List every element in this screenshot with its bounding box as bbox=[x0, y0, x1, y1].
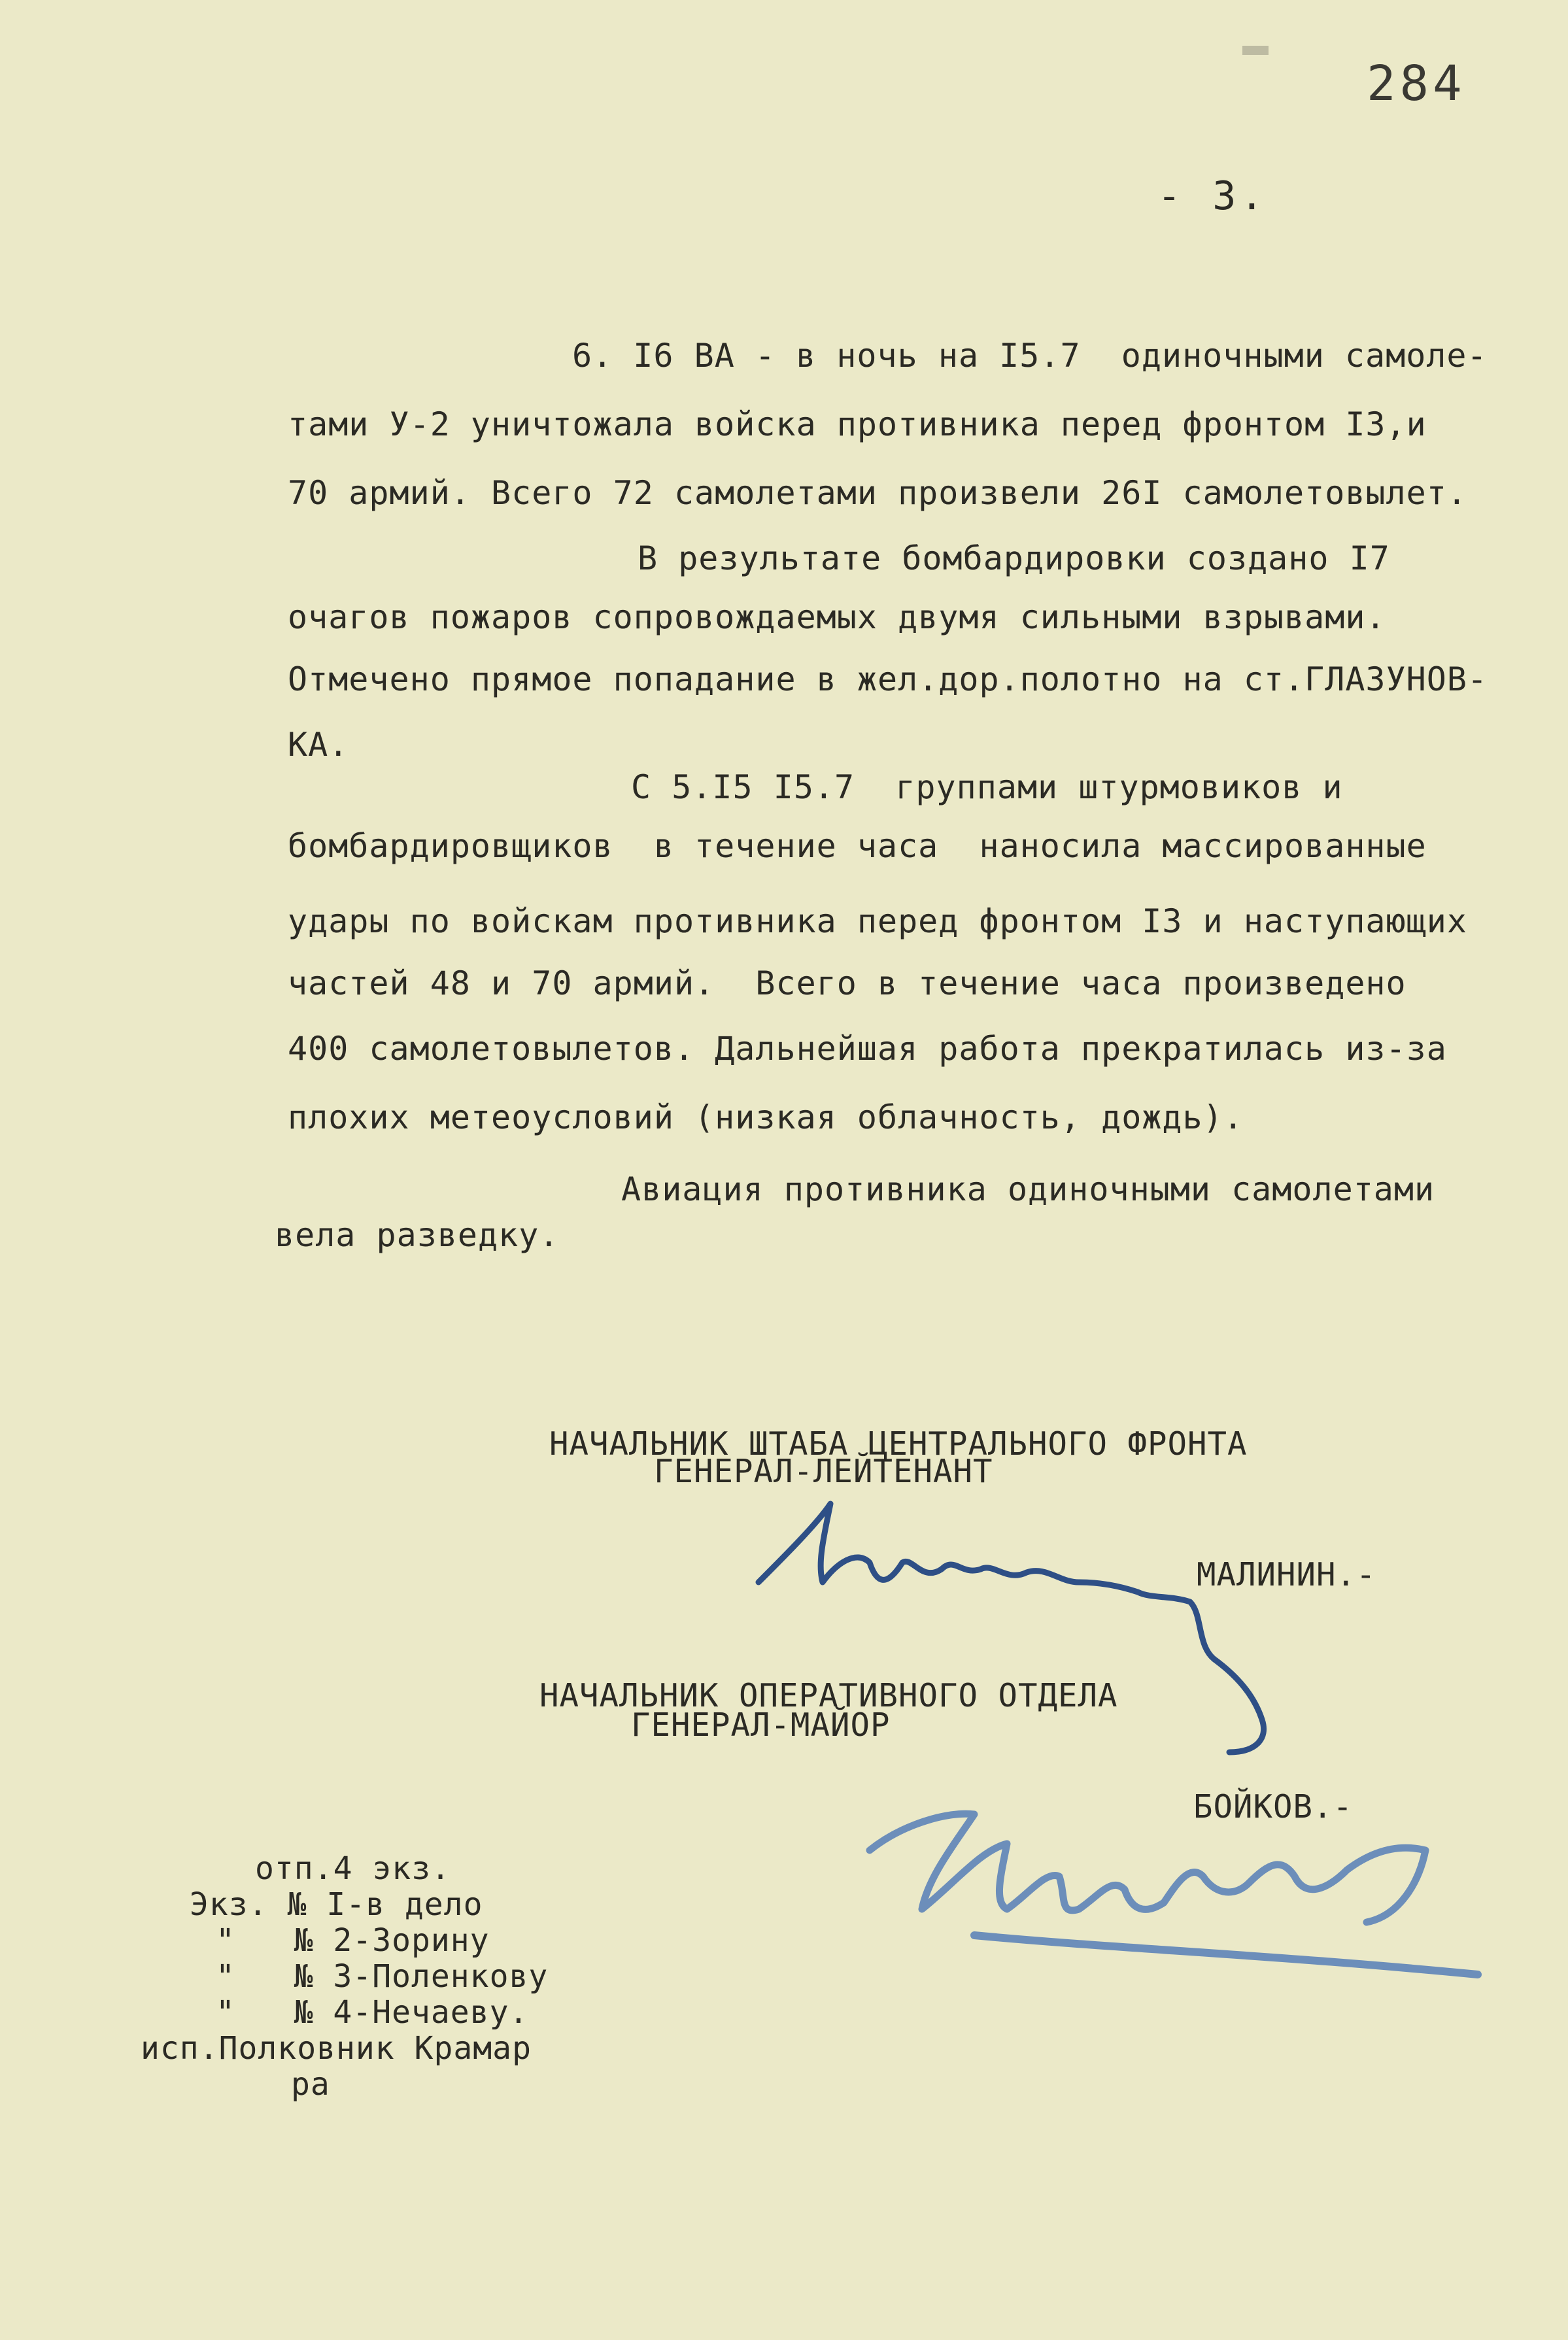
body-line: В результате бомбардировки создано I7 bbox=[638, 539, 1390, 577]
distribution-line: " № 4-Нечаеву. bbox=[216, 1994, 529, 2031]
body-line: С 5.I5 I5.7 группами штурмовиков и bbox=[631, 768, 1343, 806]
body-line: Авиация противника одиночными самолетами bbox=[621, 1170, 1435, 1208]
archive-stamp-mark bbox=[1242, 46, 1269, 55]
page-sequence-number: - 3. bbox=[1157, 173, 1268, 219]
body-line: бомбардировщиков в течение часа наносила массированные bbox=[288, 827, 1427, 865]
distribution-line: Экз. № I-в дело bbox=[190, 1886, 483, 1923]
distribution-line: " № 2-Зорину bbox=[216, 1922, 490, 1959]
body-line: КА. bbox=[288, 726, 349, 764]
malinin-handwritten-signature bbox=[745, 1484, 1334, 1785]
body-line: тами У-2 уничтожала войска противника перед фронтом I3,и bbox=[288, 405, 1427, 443]
distribution-line: исп.Полковник Крамар bbox=[141, 2030, 532, 2067]
body-line: удары по войскам противника перед фронтом I3 и наступающих bbox=[288, 902, 1467, 940]
boikov-handwritten-signature bbox=[850, 1752, 1491, 1988]
body-line: 6. I6 ВА - в ночь на I5.7 одиночными самоле- bbox=[572, 337, 1488, 375]
chief-of-staff-name: МАЛИНИН.- bbox=[1197, 1556, 1376, 1593]
distribution-line: ра bbox=[291, 2066, 330, 2103]
ops-department-title: НАЧАЛЬНИК ОПЕРАТИВНОГО ОТДЕЛА bbox=[539, 1677, 1118, 1714]
archive-page-number: 284 bbox=[1367, 56, 1466, 112]
ops-department-rank: ГЕНЕРАЛ-МАЙОР bbox=[631, 1706, 891, 1744]
distribution-line: " № 3-Поленкову bbox=[216, 1958, 549, 1995]
chief-of-staff-title: НАЧАЛЬНИК ШТАБА ЦЕНТРАЛЬНОГО ФРОНТА bbox=[549, 1425, 1248, 1463]
distribution-line: отп.4 экз. bbox=[255, 1850, 451, 1887]
ops-department-name: БОЙКОВ.- bbox=[1193, 1788, 1354, 1825]
body-line: плохих метеоусловий (низкая облачность, дождь). bbox=[288, 1098, 1244, 1136]
body-line: 400 самолетовылетов. Дальнейшая работа прекратилась из-за bbox=[288, 1030, 1447, 1068]
chief-of-staff-rank: ГЕНЕРАЛ-ЛЕЙТЕНАНТ bbox=[654, 1453, 993, 1490]
body-line: Отмечено прямое попадание в жел.дор.полотно на ст.ГЛАЗУНОВ- bbox=[288, 660, 1488, 698]
body-line: вела разведку. bbox=[275, 1216, 560, 1254]
body-line: очагов пожаров сопровождаемых двумя сильными взрывами. bbox=[288, 598, 1386, 636]
body-line: 70 армий. Всего 72 самолетами произвели 26I самолетовылет. bbox=[288, 474, 1467, 512]
body-line: частей 48 и 70 армий. Всего в течение часа произведено bbox=[288, 964, 1406, 1002]
